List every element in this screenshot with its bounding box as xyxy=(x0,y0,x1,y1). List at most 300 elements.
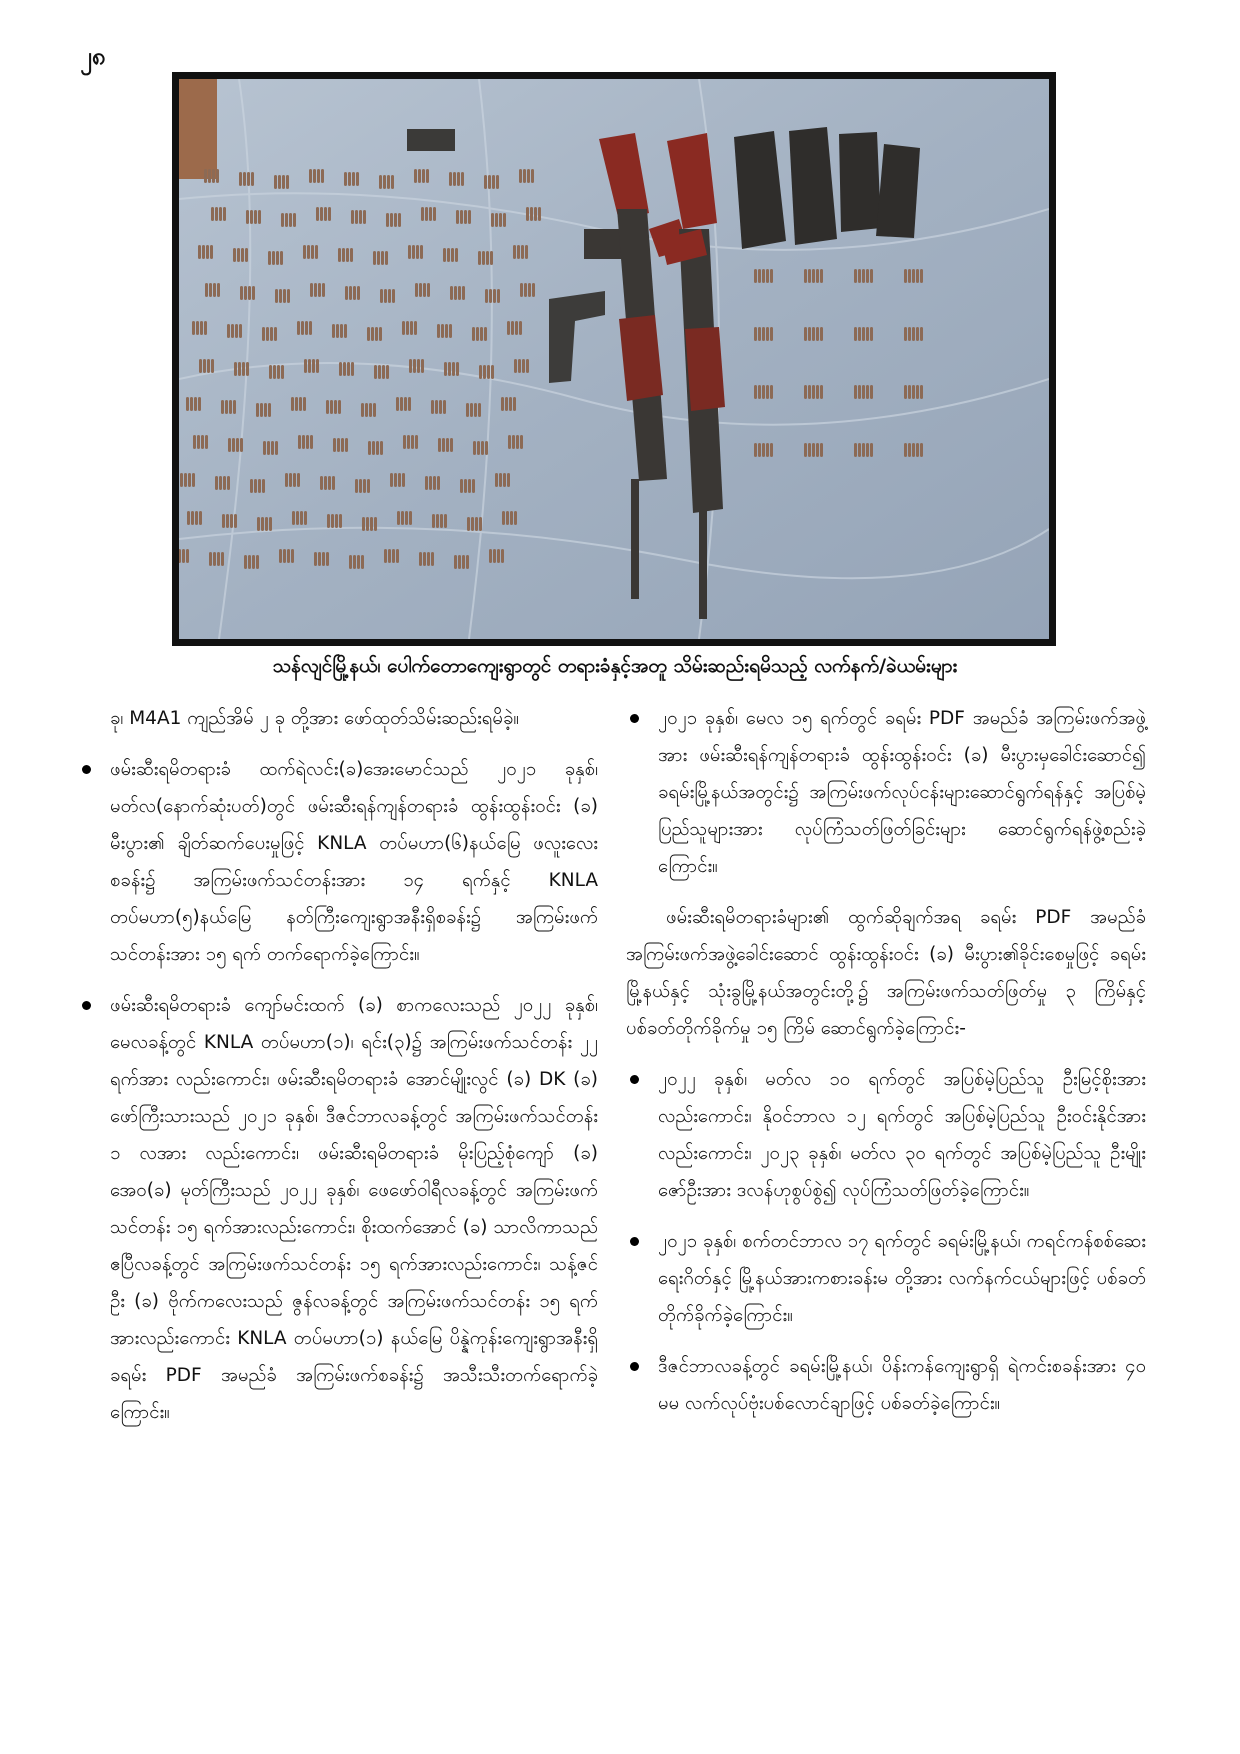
cartridge xyxy=(413,359,416,373)
cartridge xyxy=(197,435,200,449)
cartridge xyxy=(454,286,457,300)
cartridge xyxy=(349,286,352,300)
cartridge xyxy=(506,511,509,525)
cartridge xyxy=(481,441,484,455)
cartridge xyxy=(304,359,307,373)
cartridge xyxy=(497,549,500,563)
cartridge xyxy=(252,555,255,569)
cartridge xyxy=(282,175,285,189)
cartridge xyxy=(310,283,313,297)
cartridge xyxy=(501,397,504,411)
cartridge xyxy=(370,517,373,531)
cartridge xyxy=(317,169,320,183)
cartridge xyxy=(254,210,257,224)
list-item xyxy=(78,987,598,1431)
bullet-icon xyxy=(82,1001,91,1010)
cartridge xyxy=(758,385,761,399)
cartridge xyxy=(816,327,819,341)
cartridge xyxy=(758,327,761,341)
cartridge xyxy=(351,210,354,224)
cartridge xyxy=(517,245,520,259)
cartridge xyxy=(368,441,371,455)
cartridge xyxy=(196,321,199,335)
cartridge xyxy=(320,207,323,221)
cartridge xyxy=(754,385,757,399)
cartridge xyxy=(854,269,857,283)
cartridge xyxy=(514,511,517,525)
cartridge xyxy=(432,514,435,528)
cartridge xyxy=(476,327,479,341)
cartridge xyxy=(345,438,348,452)
cartridge xyxy=(187,511,190,525)
cartridge xyxy=(523,169,526,183)
right-column xyxy=(626,700,1146,1436)
cartridge xyxy=(499,213,502,227)
cartridge xyxy=(227,324,230,338)
cartridge xyxy=(278,175,281,189)
cartridge xyxy=(198,397,201,411)
cartridge xyxy=(285,473,288,487)
cartridge xyxy=(188,473,191,487)
cartridge xyxy=(356,172,359,186)
cartridge xyxy=(355,479,358,493)
cartridge xyxy=(266,327,269,341)
cartridge xyxy=(499,473,502,487)
cartridge xyxy=(770,385,773,399)
cartridge xyxy=(303,397,306,411)
cartridge xyxy=(344,324,347,338)
cartridge xyxy=(820,443,823,457)
cartridge xyxy=(361,403,364,417)
cartridge xyxy=(227,476,230,490)
cartridge xyxy=(472,327,475,341)
cartridge xyxy=(505,397,508,411)
cartridge xyxy=(328,207,331,221)
cartridge xyxy=(433,207,436,221)
seized-weapons-illustration xyxy=(179,79,1049,639)
list-item-text: ဒီဇင်ဘာလခန့်တွင် ခရမ်းမြို့နယ်၊ ပိန်းကန်ကျေးရွာရှိ ရဲကင်းစခန်းအား ၄၀ မမ လက်လုပ်ဗုံးပစ်လောင်ချာဖြင့် ပစ်ခတ်ခဲ့ကြောင်း။ xyxy=(658,1356,1146,1414)
cartridge xyxy=(450,438,453,452)
cartridge xyxy=(219,207,222,221)
cartridge xyxy=(250,210,253,224)
cartridge xyxy=(207,359,210,373)
cartridge xyxy=(479,365,482,379)
cartridge xyxy=(766,443,769,457)
cartridge xyxy=(204,169,207,183)
cartridge xyxy=(754,443,757,457)
cartridge xyxy=(460,210,463,224)
cartridge xyxy=(431,552,434,566)
cartridge xyxy=(510,511,513,525)
cartridge xyxy=(916,443,919,457)
cartridge xyxy=(489,289,492,303)
cartridge xyxy=(501,549,504,563)
cartridge xyxy=(186,549,189,563)
cartridge xyxy=(379,327,382,341)
cartridge xyxy=(423,552,426,566)
cartridge xyxy=(262,479,265,493)
cartridge xyxy=(920,443,923,457)
cartridge xyxy=(453,172,456,186)
cartridge xyxy=(283,549,286,563)
cartridge xyxy=(199,511,202,525)
cartridge xyxy=(419,283,422,297)
cartridge xyxy=(421,207,424,221)
cartridge xyxy=(485,441,488,455)
cartridge xyxy=(357,286,360,300)
cartridge xyxy=(186,397,189,411)
cartridge xyxy=(269,365,272,379)
cartridge xyxy=(261,517,264,531)
cartridge xyxy=(439,400,442,414)
cartridge xyxy=(221,400,224,414)
cartridge xyxy=(455,248,458,262)
cartridge xyxy=(519,169,522,183)
cartridge xyxy=(295,397,298,411)
cartridge xyxy=(362,517,365,531)
cartridge xyxy=(350,248,353,262)
cartridge xyxy=(766,269,769,283)
cartridge xyxy=(241,248,244,262)
cartridge xyxy=(854,443,857,457)
cartridge xyxy=(386,365,389,379)
cartridge xyxy=(254,479,257,493)
cartridge xyxy=(495,213,498,227)
cartridge xyxy=(210,245,213,259)
cartridge xyxy=(372,441,375,455)
cartridge xyxy=(812,269,815,283)
cartridge xyxy=(425,476,428,490)
cartridge xyxy=(268,251,271,265)
cartridge xyxy=(326,400,329,414)
cartridge xyxy=(314,552,317,566)
cartridge xyxy=(904,385,907,399)
cartridge xyxy=(816,385,819,399)
cartridge xyxy=(353,286,356,300)
cartridge xyxy=(216,169,219,183)
cartridge xyxy=(327,514,330,528)
cartridge xyxy=(508,435,511,449)
cartridge xyxy=(396,549,399,563)
cartridge xyxy=(497,289,500,303)
cartridge xyxy=(225,400,228,414)
cartridge xyxy=(222,514,225,528)
continuation-text: ခု၊ M4A1 ကျည်အိမ် ၂ ခု တို့အား ဖော်ထုတ်သိမ်းဆည်းရမိခဲ့။ xyxy=(110,708,519,729)
cartridge xyxy=(313,169,316,183)
cartridge xyxy=(384,549,387,563)
cartridge xyxy=(359,210,362,224)
cartridge xyxy=(908,385,911,399)
cartridge xyxy=(311,245,314,259)
cartridge xyxy=(396,397,399,411)
ammo-clip xyxy=(407,129,455,151)
cartridge xyxy=(426,169,429,183)
cartridge xyxy=(281,213,284,227)
bullet-icon xyxy=(630,1362,639,1371)
cartridge xyxy=(340,324,343,338)
cartridge xyxy=(365,403,368,417)
cartridge xyxy=(209,283,212,297)
cartridge xyxy=(287,549,290,563)
cartridge xyxy=(316,359,319,373)
list-item xyxy=(78,751,598,973)
cartridge xyxy=(766,385,769,399)
cartridge xyxy=(194,397,197,411)
cartridge xyxy=(251,172,254,186)
cartridge xyxy=(238,362,241,376)
cartridge xyxy=(415,435,418,449)
cartridge xyxy=(754,327,757,341)
cartridge xyxy=(904,327,907,341)
cartridge xyxy=(447,248,450,262)
cartridge xyxy=(309,321,312,335)
cartridge xyxy=(484,175,487,189)
cartridge xyxy=(425,207,428,221)
cartridge xyxy=(474,403,477,417)
cartridge xyxy=(353,555,356,569)
cartridge xyxy=(203,359,206,373)
cartridge xyxy=(321,169,324,183)
cartridge xyxy=(234,362,237,376)
cartridge xyxy=(231,324,234,338)
cartridge xyxy=(215,207,218,221)
cartridge xyxy=(427,552,430,566)
cartridge xyxy=(306,435,309,449)
cartridge xyxy=(385,251,388,265)
cartridge xyxy=(318,283,321,297)
cartridge xyxy=(804,443,807,457)
cartridge xyxy=(462,286,465,300)
cartridge xyxy=(468,479,471,493)
cartridge xyxy=(468,210,471,224)
cartridge xyxy=(754,269,757,283)
cartridge xyxy=(513,245,516,259)
cartridge xyxy=(487,365,490,379)
cartridge xyxy=(233,248,236,262)
cartridge xyxy=(380,289,383,303)
cartridge xyxy=(514,359,517,373)
cartridge xyxy=(493,549,496,563)
cartridge xyxy=(193,435,196,449)
cartridge xyxy=(234,514,237,528)
cartridge xyxy=(180,473,183,487)
cartridge xyxy=(418,169,421,183)
cartridge xyxy=(190,397,193,411)
cartridge xyxy=(347,362,350,376)
cartridge xyxy=(301,321,304,335)
cartridge xyxy=(256,403,259,417)
cartridge xyxy=(862,385,865,399)
cartridge xyxy=(303,245,306,259)
cartridge xyxy=(250,479,253,493)
cartridge xyxy=(192,473,195,487)
cartridge xyxy=(816,269,819,283)
cartridge xyxy=(387,175,390,189)
cartridge xyxy=(274,327,277,341)
cartridge xyxy=(318,552,321,566)
cartridge xyxy=(820,385,823,399)
cartridge xyxy=(348,172,351,186)
cartridge xyxy=(239,324,242,338)
cartridge xyxy=(820,269,823,283)
cartridge xyxy=(908,269,911,283)
cartridge xyxy=(244,286,247,300)
cartridge xyxy=(297,473,300,487)
cartridge xyxy=(342,248,345,262)
cartridge xyxy=(436,514,439,528)
cartridge xyxy=(450,286,453,300)
cartridge xyxy=(330,400,333,414)
cartridge xyxy=(866,385,869,399)
cartridge xyxy=(320,476,323,490)
cartridge xyxy=(215,476,218,490)
cartridge xyxy=(443,400,446,414)
cartridge xyxy=(401,511,404,525)
cartridge xyxy=(414,321,417,335)
cartridge xyxy=(221,552,224,566)
cartridge xyxy=(866,269,869,283)
cartridge xyxy=(483,365,486,379)
cartridge xyxy=(271,441,274,455)
cartridge xyxy=(275,441,278,455)
cartridge xyxy=(386,213,389,227)
cartridge xyxy=(858,443,861,457)
cartridge xyxy=(812,385,815,399)
cartridge xyxy=(456,210,459,224)
cartridge xyxy=(808,443,811,457)
cartridge xyxy=(204,321,207,335)
cartridge xyxy=(402,321,405,335)
cartridge xyxy=(343,362,346,376)
cartridge xyxy=(502,511,505,525)
cartridge xyxy=(427,283,430,297)
cartridge xyxy=(246,362,249,376)
cartridge xyxy=(349,555,352,569)
cartridge xyxy=(382,365,385,379)
page-number: ၂၈ xyxy=(80,42,106,70)
list-item-text: ၂၀၂၁ ခုနှစ်၊ မေလ ၁၅ ရက်တွင် ခရမ်း PDF အမည်ခံ အကြမ်းဖက်အဖွဲ့အား ဖမ်းဆီးရန်ကျန်တရားခံ ထွန်းထွန်းဝင်း (ခ) မီးပွားမှခေါင်းဆောင်၍ ခရမ်းမြို့နယ်အတွင်း၌ အကြမ်းဖက်လုပ်ငန်းများဆောင်ရွက်ရန်နှင့် အပြစ်မဲ့ပြည်သူများအား လုပ်ကြံသတ်ဖြတ်ခြင်းများ ဆောင်ရွက်ရန်ဖွဲ့စည်းခဲ့ကြောင်း။ xyxy=(658,708,1146,877)
cartridge xyxy=(223,207,226,221)
cartridge xyxy=(770,443,773,457)
cartridge xyxy=(339,514,342,528)
cartridge xyxy=(452,362,455,376)
cartridge xyxy=(402,473,405,487)
cartridge xyxy=(762,385,765,399)
cartridge xyxy=(466,403,469,417)
cartridge xyxy=(429,476,432,490)
cartridge xyxy=(866,443,869,457)
cartridge xyxy=(248,555,251,569)
cartridge xyxy=(444,514,447,528)
cartridge xyxy=(438,438,441,452)
cartridge xyxy=(398,473,401,487)
cartridge xyxy=(233,400,236,414)
cartridge xyxy=(420,245,423,259)
cartridge xyxy=(485,289,488,303)
cartridge xyxy=(448,362,451,376)
magazine-3 xyxy=(839,132,881,232)
cartridge xyxy=(516,435,519,449)
cartridge xyxy=(515,321,518,335)
cartridge xyxy=(462,555,465,569)
cartridge xyxy=(235,324,238,338)
cartridge xyxy=(458,286,461,300)
cartridge xyxy=(403,435,406,449)
cartridge xyxy=(870,443,873,457)
cartridge xyxy=(416,245,419,259)
cartridge xyxy=(435,400,438,414)
cartridge xyxy=(392,549,395,563)
cartridge xyxy=(414,169,417,183)
cartridge xyxy=(208,169,211,183)
cartridge xyxy=(422,169,425,183)
cartridge xyxy=(265,517,268,531)
cartridge xyxy=(310,435,313,449)
cartridge xyxy=(213,283,216,297)
cartridge xyxy=(328,476,331,490)
cartridge xyxy=(470,403,473,417)
list-item-text: ဖမ်းဆီးရမိတရားခံ ကျော်မင်းထက် (ခ) စာကလေးသည် ၂၀၂၂ ခုနှစ်၊ မေလခန့်တွင် KNLA တပ်မဟာ(၁)၊ ရင်း(၃)၌ အကြမ်းဖက်သင်တန်း ၂၂ ရက်အား လည်းကောင်း၊ ဖမ်းဆီးရမိတရားခံ အောင်မျိုးလွင် (ခ) DK (ခ) ဖော်ကြီးသားသည် ၂၀၂၁ ခုနှစ်၊ ဒီဇင်ဘာလခန့်တွင် အကြမ်းဖက်သင်တန်း ၁ လအား လည်းကောင်း၊ ဖမ်းဆီးရမိတရားခံ မိုးပြည့်စုံကျော် (ခ) အေ၀(ခ) မုတ်ကြီးသည် ၂၀၂၂ ခုနှစ်၊ ဖေဖော်ဝါရီလခန့်တွင် အကြမ်းဖက်သင်တန်း ၁၅ ရက်အားလည်းကောင်း၊ စိုးထက်အောင် (ခ) သာလိကာသည် ဧပြီလခန့်တွင် အကြမ်းဖက်သင်တန်း ၁၅ ရက်အားလည်းကောင်း၊ သန့်ဇင်ဦး (ခ) ဗိုက်ကလေးသည် ဇွန်လခန့်တွင် အကြမ်းဖက်သင်တန်း ၁၅ ရက်အားလည်းကောင်း KNLA တပ်မဟာ(၁) နယ်မြေ ပိန္နဲကုန်းကျေးရွာအနီးရှိ ခရမ်း PDF အမည်ခံ အကြမ်းဖက်စခန်း၌ အသီးသီးတက်ရောက်ခဲ့ကြောင်း။ xyxy=(110,995,598,1423)
cartridge xyxy=(408,245,411,259)
cartridge xyxy=(237,248,240,262)
cartridge xyxy=(344,172,347,186)
cartridge xyxy=(213,552,216,566)
cartridge xyxy=(530,207,533,221)
cartridge xyxy=(503,213,506,227)
cartridge xyxy=(338,400,341,414)
cartridge xyxy=(246,210,249,224)
cartridge xyxy=(449,172,452,186)
cartridge xyxy=(464,479,467,493)
cartridge xyxy=(415,283,418,297)
cartridge xyxy=(296,511,299,525)
cartridge xyxy=(484,327,487,341)
cartridge xyxy=(409,359,412,373)
list-item xyxy=(626,1061,1146,1209)
bullet-icon xyxy=(82,765,91,774)
cartridge xyxy=(326,552,329,566)
cartridge xyxy=(369,403,372,417)
cartridge xyxy=(243,172,246,186)
cartridge xyxy=(274,175,277,189)
magazines xyxy=(734,127,920,249)
cartridge xyxy=(770,327,773,341)
cartridge xyxy=(766,327,769,341)
cartridge xyxy=(862,443,865,457)
cartridge xyxy=(205,283,208,297)
cartridge xyxy=(202,245,205,259)
cartridge xyxy=(363,479,366,493)
cartridge xyxy=(229,400,232,414)
cartridge xyxy=(920,269,923,283)
cartridge xyxy=(275,289,278,303)
cartridge xyxy=(390,473,393,487)
cartridge xyxy=(298,435,301,449)
cartridge xyxy=(528,283,531,297)
cartridge xyxy=(477,441,480,455)
cartridge xyxy=(217,283,220,297)
cartridge xyxy=(332,476,335,490)
cartridge xyxy=(758,443,761,457)
cartridge xyxy=(289,473,292,487)
seized-weapons-photo xyxy=(172,72,1056,646)
cartridge xyxy=(374,365,377,379)
cartridge xyxy=(904,269,907,283)
cartridge xyxy=(260,403,263,417)
cartridge xyxy=(256,555,259,569)
body-paragraph: ဖမ်းဆီးရမိတရားခံများ၏ ထွက်ဆိုချက်အရ ခရမ်း PDF အမည်ခံ အကြမ်းဖက်အဖွဲ့ခေါင်းဆောင် ထွန်းထွန်းဝင်း (ခ) မီးပွား၏ခိုင်းစေမှုဖြင့် ခရမ်းမြို့နယ်နှင့် သုံးခွမြို့နယ်အတွင်းတို့၌ အကြမ်းဖက်သတ်ဖြတ်မှု ၃ ကြိမ်နှင့် ပစ်ခတ်တိုက်ခိုက်မှု ၁၅ ကြိမ် ဆောင်ရွက်ခဲ့ကြောင်း- xyxy=(626,907,1146,1039)
cartridge xyxy=(223,476,226,490)
